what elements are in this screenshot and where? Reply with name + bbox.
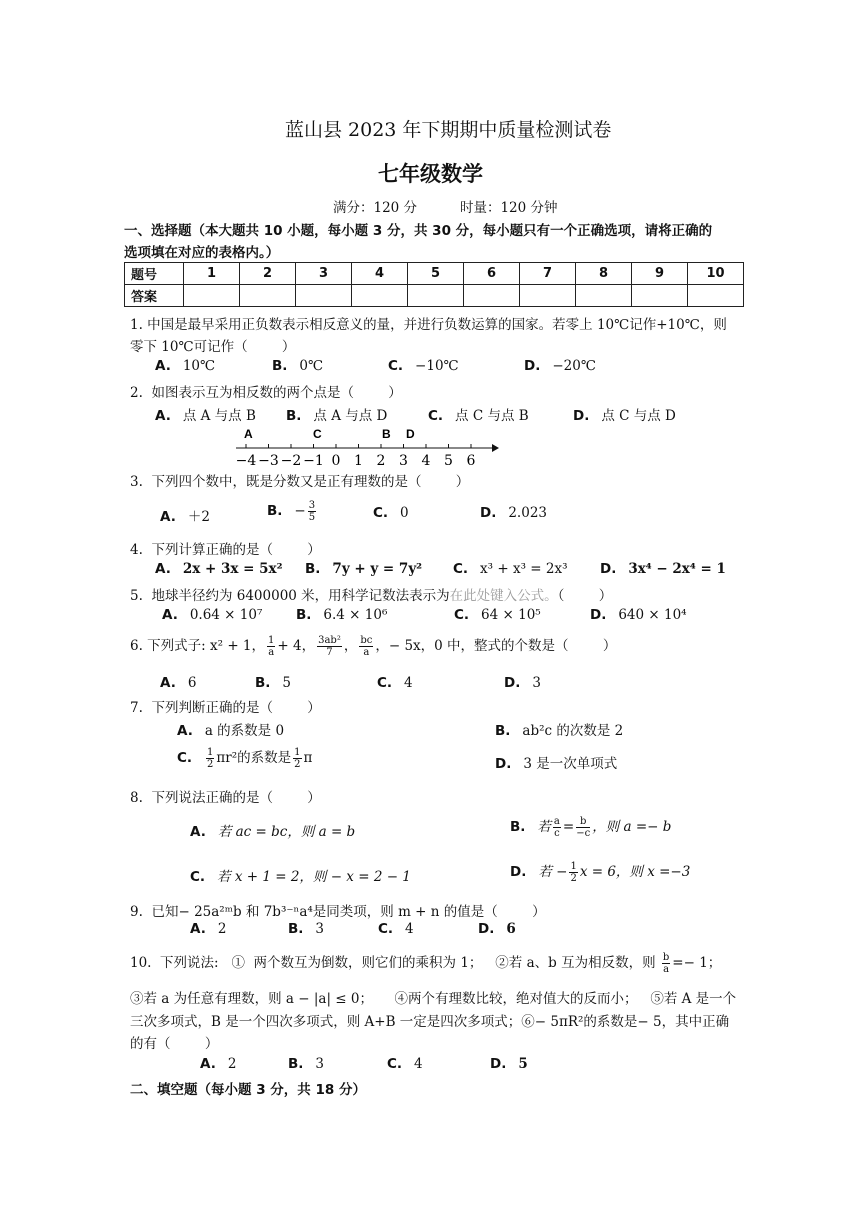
q6-stem: 6. 下列式子: x² + 1， $\frac{1}{a}$ + 4， $\frac{\text{3ab²}}{7}$ ， $\frac{bc}{a}$ ，− 5x，0 中，整式的个数是（ ）	[130, 635, 617, 658]
tick-label: −3	[258, 453, 279, 469]
q10-line3: 三次多项式，B 是一个四次多项式，则 A+B 一定是四次多项式；⑥− 5πR²的系数是− 5，其中正确	[130, 1014, 730, 1030]
q1-option-c: C. −10℃	[388, 358, 459, 374]
q3-option-b: B. − $\frac{3}{5}$	[267, 500, 316, 523]
q1-option-b: B. 0℃	[272, 358, 324, 374]
q4-option-b: B. 7y + y = 7y²	[305, 561, 423, 577]
q5-option-c: C. 64 × 10⁵	[454, 607, 541, 623]
q6-option-b: B. 5	[255, 675, 292, 691]
q7-stem: 7. 下列判断正确的是（ ）	[130, 700, 321, 716]
q7-option-b: B. ab²c 的次数是 2	[495, 723, 624, 739]
answer-cell[interactable]	[184, 285, 240, 307]
q10-line1: 10. 下列说法: ① 两个数互为倒数，则它们的乘积为 1； ②若 a、b 互为相反数，则 $\frac{b}{a}$ =− 1；	[130, 952, 722, 975]
table-cell: 8	[576, 263, 632, 285]
section1-line2: 选项填在对应的表格内。）	[124, 245, 280, 261]
table-cell: 3	[296, 263, 352, 285]
section1-line1: 一、选择题（本大题共 10 小题，每小题 3 分，共 30 分，每小题只有一个正确选项，请将正确的	[124, 223, 713, 239]
q6-option-d: D. 3	[504, 675, 541, 691]
q10-option-c: C. 4	[387, 1056, 423, 1072]
answer-cell[interactable]	[296, 285, 352, 307]
q7-option-d: D. 3 是一次单项式	[495, 756, 618, 772]
point-label-d: D	[406, 427, 415, 441]
table-cell: 6	[464, 263, 520, 285]
tick-label: 1	[354, 453, 363, 469]
q9-stem: 9. 已知− 25a²ᵐb 和 7b³⁻ⁿa⁴是同类项，则 m + n 的值是（ ）	[130, 904, 546, 920]
point-label-b: B	[382, 427, 391, 441]
q8-option-c: C. 若 x + 1 = 2，则 − x = 2 − 1	[190, 869, 411, 885]
tick-label: −4	[235, 453, 257, 469]
q9-option-a: A. 2	[190, 921, 227, 937]
q4-option-a: A. 2x + 3x = 5x²	[155, 561, 283, 577]
answer-cell[interactable]	[632, 285, 688, 307]
table-cell: 9	[632, 263, 688, 285]
q9-option-b: B. 3	[288, 921, 325, 937]
q9-option-c: C. 4	[378, 921, 414, 937]
tick-label: 5	[444, 453, 453, 469]
q10-option-b: B. 3	[288, 1056, 325, 1072]
q3-option-a: A. ＋2	[160, 509, 210, 525]
tick-label: −2	[280, 453, 302, 469]
answer-table	[124, 262, 744, 307]
exam-info: 满分：120 分 时量：120 分钟	[333, 200, 558, 216]
table-cell: 5	[408, 263, 464, 285]
q3-option-d: D. 2.023	[480, 505, 547, 521]
q1-line1: 1. 中国是最早采用正负数表示相反意义的量，并进行负数运算的国家。若零上 10℃记作+10℃，则	[130, 317, 727, 333]
table-row	[125, 263, 744, 285]
number-line	[230, 424, 500, 472]
q1-option-d: D. −20℃	[524, 358, 596, 374]
q2-option-a: A. 点 A 与点 B	[155, 408, 256, 424]
q2-stem: 2. 如图表示互为相反数的两个点是（ ）	[130, 385, 402, 401]
q6-option-a: A. 6	[160, 675, 197, 691]
q8-stem: 8. 下列说法正确的是（ ）	[130, 790, 321, 806]
q10-line4: 的有（ ）	[130, 1036, 219, 1052]
q2-option-b: B. 点 A 与点 D	[286, 408, 388, 424]
answer-cell[interactable]	[576, 285, 632, 307]
section2-title: 二、填空题（每小题 3 分，共 18 分）	[130, 1082, 366, 1098]
point-label-c: C	[313, 427, 322, 441]
q8-option-d: D. 若 − $\frac{1}{2}$ x = 6，则 x =−3	[510, 861, 691, 884]
q3-stem: 3. 下列四个数中，既是分数又是正有理数的是（ ）	[130, 474, 470, 490]
table-cell: 1	[184, 263, 240, 285]
q1-option-a: A. 10℃	[155, 358, 216, 374]
table-cell: 2	[240, 263, 296, 285]
q5-option-b: B. 6.4 × 10⁶	[296, 607, 388, 623]
table-answer-label: 答案	[125, 285, 184, 307]
q1-line2: 零下 10℃可记作（ ）	[130, 339, 296, 355]
table-cell: 10	[688, 263, 744, 285]
table-cell: 4	[352, 263, 408, 285]
table-cell: 7	[520, 263, 576, 285]
q10-line2: ③若 a 为任意有理数，则 a − |a| ≤ 0； ④两个有理数比较，绝对值大的反而小； ⑤若 A 是一个	[130, 991, 737, 1007]
tick-label: 2	[376, 453, 386, 469]
q10-option-a: A. 2	[200, 1056, 237, 1072]
q2-option-d: D. 点 C 与点 D	[573, 408, 676, 424]
exam-title: 蓝山县 2023 年下期期中质量检测试卷	[285, 119, 612, 141]
q4-option-d: D. 3x⁴ − 2x⁴ = 1	[600, 561, 726, 577]
q5-option-d: D. 640 × 10⁴	[590, 607, 687, 623]
q8-option-b: B. 若 $\frac{a}{c}$ = $\frac{b}{-c}$ ，则 a =− b	[510, 816, 672, 839]
q6-option-c: C. 4	[377, 675, 413, 691]
tick-label: 4	[421, 453, 431, 469]
q5-option-a: A. 0.64 × 10⁷	[162, 607, 263, 623]
formula-placeholder: 在此处键入公式。	[449, 588, 558, 604]
q10-option-d: D. 5	[490, 1056, 528, 1072]
answer-cell[interactable]	[464, 285, 520, 307]
tick-label: 3	[399, 453, 408, 469]
q7-option-c: C. $\frac{1}{2}$ πr²的系数是 $\frac{1}{2}$ π	[177, 747, 313, 770]
q4-stem: 4. 下列计算正确的是（ ）	[130, 542, 321, 558]
q2-option-c: C. 点 C 与点 B	[428, 408, 529, 424]
q3-option-c: C. 0	[373, 505, 409, 521]
axis-arrow-icon	[492, 444, 499, 452]
q7-option-a: A. a 的系数是 0	[177, 723, 285, 739]
exam-subtitle: 七年级数学	[378, 161, 483, 186]
q8-option-a: A. 若 ac = bc，则 a = b	[190, 824, 356, 840]
table-header-label: 题号	[125, 263, 184, 285]
tick-label: −1	[303, 453, 324, 469]
point-label-a: A	[244, 427, 253, 441]
q4-option-c: C. x³ + x³ = 2x³	[453, 561, 568, 577]
answer-cell[interactable]	[520, 285, 576, 307]
answer-cell[interactable]	[688, 285, 744, 307]
tick-label: 6	[466, 453, 476, 469]
tick-label: 0	[331, 453, 341, 469]
answer-cell[interactable]	[240, 285, 296, 307]
table-row	[125, 285, 744, 307]
q5-stem: 5. 地球半径约为 6400000 米，用科学记数法表示为在此处键入公式。（ ）	[130, 588, 613, 604]
answer-cell[interactable]	[408, 285, 464, 307]
answer-cell[interactable]	[352, 285, 408, 307]
q9-option-d: D. 6	[478, 921, 516, 937]
